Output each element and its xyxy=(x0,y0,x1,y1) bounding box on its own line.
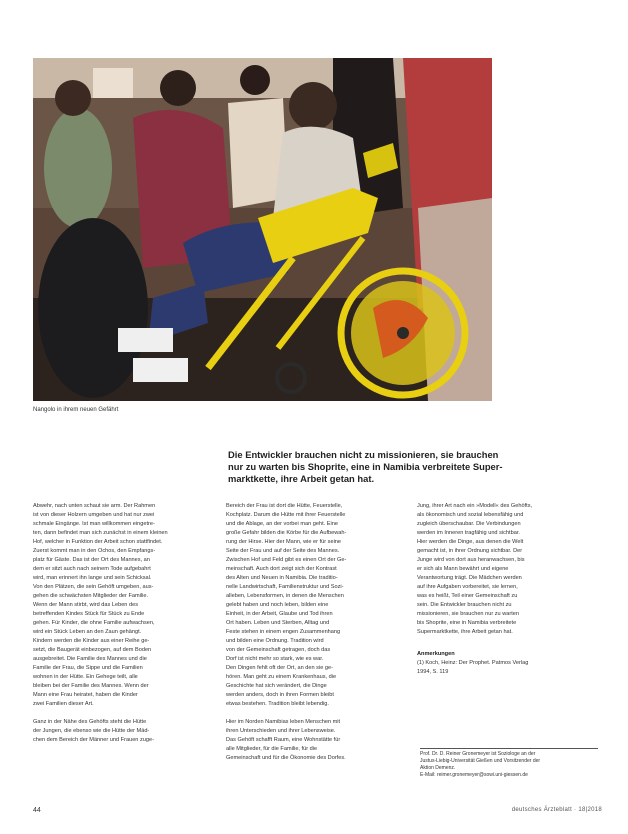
author-note xyxy=(420,751,602,779)
text-line: zwei Familien dieser Art. xyxy=(33,701,94,708)
text-line: bleiben bei der Familie des Mannes. Wenn der xyxy=(33,683,149,690)
text-line: gehen die schwächsten Mitglieder der Familie. xyxy=(33,593,149,600)
text-line: wird, man erinnert ihn lange und sein Schicksal. xyxy=(33,575,152,582)
text-line: missionieren, sie brauchen nur zu warten xyxy=(417,611,519,618)
journal-footer: deutsches Ärzteblatt · 18|2018 xyxy=(511,807,602,813)
pull-quote-line: nur zu warten bis Shoprite, eine in Namibia verbreitete Super- xyxy=(228,461,503,473)
text-line: rung der Hirse. Hier der Mann, wie er für seine xyxy=(226,539,342,546)
text-line: des Alten und Neuen in Namibia. Die traditio- xyxy=(226,575,338,582)
text-line: und die Ablage, an der vorbei man geht. Eine xyxy=(226,521,338,528)
text-line: der Jungen, die ebenso wie die Hütte der Mäd- xyxy=(33,728,150,735)
photo-caption: Nangolo in ihrem neuen Gefährt xyxy=(33,407,119,413)
text-line: zugleich überschaubar. Die Verbindungen xyxy=(417,521,521,528)
text-line: Dorf ist nicht mehr so stark, wie es war. xyxy=(226,656,324,663)
text-line: Zuerst kommt man in den Ochos, den Empfangs- xyxy=(33,548,156,555)
text-line: Den Dingen fehlt oft der Ort, an den sie ge- xyxy=(226,665,333,672)
author-note-line: Justus-Liebig-Universität Gießen und Vorsitzender der xyxy=(420,758,541,764)
text-line: werden im Inneren tragfähig und sichtbar. xyxy=(417,530,520,537)
text-line: als ökonomisch und sozial lebensfähig und xyxy=(417,512,524,519)
author-divider xyxy=(420,748,598,749)
text-line: Gemeinschaft und für die Ökonomie des Dorfes. xyxy=(226,755,346,762)
text-line: betreffenden Kindes Stück für Stück zu Ende xyxy=(33,611,145,618)
references-heading: Anmerkungen xyxy=(417,651,455,658)
text-line: sein. Die Entwickler brauchen nicht zu xyxy=(417,602,512,609)
pull-quote xyxy=(228,449,598,486)
article-column-2 xyxy=(226,502,407,763)
text-line: Von den Plätzen, die sein Gehöft umgeben, aus- xyxy=(33,584,154,591)
text-line: (1) Koch, Heinz: Der Prophet. Patmos Verlag xyxy=(417,660,529,667)
text-line: setzt, die Baugerät einbezogen, auf dem Boden xyxy=(33,647,152,654)
text-line: platz für Gäste. Das ist der Ort des Mannes, an xyxy=(33,557,150,564)
text-line xyxy=(417,637,601,646)
text-line: Ganz in der Nähe des Gehöfts steht die Hütte xyxy=(33,719,147,726)
pull-quote-line: marktkette, ihre Arbeit getan hat. xyxy=(228,473,375,485)
text-line: auf ihre Aufgaben vorbereitet, sie lernen, xyxy=(417,584,518,591)
text-line: etwas bestehen. Tradition bleibt lebendig. xyxy=(226,701,329,708)
text-line: ihren Unterschieden und ihrer Lebensweise. xyxy=(226,728,336,735)
text-line: meinschaft. Auch dort zeigt sich der Kontrast xyxy=(226,566,337,573)
text-line: Wenn der Mann stirbt, wird das Leben des xyxy=(33,602,138,609)
text-line: dem er sitzt auch nach seinem Tode aufgebahrt xyxy=(33,566,151,573)
text-line: werden anders, doch in ihren Formen bleibt xyxy=(226,692,334,699)
text-line: Junge wird von dort aus heranwachsen, bis xyxy=(417,557,525,564)
text-line: wird ein Stück Leben an den Zaun gehängt. xyxy=(33,629,142,636)
text-line: große Gefahr bilden die Körbe für die Aufbewah- xyxy=(226,530,347,537)
text-line: Bereich der Frau ist dort die Hütte, Feuerstelle, xyxy=(226,503,343,509)
article-photo xyxy=(33,58,492,401)
text-line: Feste stehen in einem engen Zusammenhang xyxy=(226,629,341,636)
text-line: Geschichte hat sich verändert, die Dinge xyxy=(226,683,327,690)
text-line: er sich als Mann bewährt und eigene xyxy=(417,566,509,573)
text-line: gemacht ist, in ihrer Ordnung sichtbar. Der xyxy=(417,548,523,555)
text-line: Das Gehöft schafft Raum, eine Wohnstätte für xyxy=(226,737,341,744)
text-line: Zwischen Hof und Feld gibt es einen Ort der Ge- xyxy=(226,557,347,564)
text-line: Supermarktkette, ihre Arbeit getan hat. xyxy=(417,629,513,636)
text-line: Kindern werden die Kinder aus einer Reihe ge- xyxy=(33,638,150,645)
author-note-line: Prof. Dr. D. Reiner Gronemeyer ist Soziologe an der xyxy=(420,751,536,757)
author-note-line: Aktion Demenz. xyxy=(420,765,456,771)
article-column-3 xyxy=(417,502,601,677)
text-line: Hof, welcher in Funktion der Arbeit schon stattfindet. xyxy=(33,539,163,546)
author-email: E-Mail: reimer.gronemeyer@sowi.uni-giessen.de xyxy=(420,772,528,778)
text-line: Familie der Frau, die Sippe und die Familien xyxy=(33,665,143,672)
text-line: alle Mitglieder, für die Familie, für die xyxy=(226,746,318,753)
text-line: Jung, ihrer Art nach ein »Modell« des Gehöfts, xyxy=(417,503,533,509)
text-line: 1994, S. 119 xyxy=(417,669,449,676)
text-line: wohnen in der Hütte. Ein Gehege teilt, alle xyxy=(33,674,138,681)
text-line: hören. Man geht zu einem Krankenhaus, die xyxy=(226,674,337,681)
text-line: Ort haben. Leben und Sterben, Alltag und xyxy=(226,620,330,627)
text-line: Kochplatz. Darum die Hütte mit ihrer Feuerstelle xyxy=(226,512,346,519)
text-line: Mann eine Frau heiratet, haben die Kinder xyxy=(33,692,138,699)
text-line: und bilden eine Ordnung. Tradition wird xyxy=(226,638,324,645)
text-line: Seite der Frau und auf der Seite des Mannes. xyxy=(226,548,340,555)
text-line: Abwehr, nach unten schaut sie arm. Der Rahmen xyxy=(33,503,156,509)
text-line: von der Gemeinschaft getragen, doch das xyxy=(226,647,331,654)
article-column-1 xyxy=(33,502,219,745)
text-line: ten, dann befindet man sich zunächst in einem kleinen xyxy=(33,530,168,537)
text-line: gehen. Für Kinder, die ohne Familie aufwachsen, xyxy=(33,620,155,627)
text-line: was es heißt, Teil einer Gemeinschaft zu xyxy=(417,593,518,600)
text-line: Hier werden die Dinge, aus denen die Welt xyxy=(417,539,524,546)
text-line: gelebt haben und noch leben, bilden eine xyxy=(226,602,329,609)
text-line: nelle Landwirtschaft, Familienstruktur und Sozi- xyxy=(226,584,344,591)
page-number: 44 xyxy=(33,807,41,814)
pull-quote-line: Die Entwickler brauchen nicht zu missionieren, sie brauchen xyxy=(228,449,499,460)
text-line: chen dem Bereich der Männer und Frauen zuge- xyxy=(33,737,154,744)
text-line: schmale Eingänge. Ist man willkommen eingetre- xyxy=(33,521,155,528)
text-line: ausgebreitet. Die Familie des Mannes und die xyxy=(33,656,147,663)
text-line xyxy=(33,709,219,718)
text-line: ist von dieser Holzern umgeben und hat nur zwei xyxy=(33,512,155,519)
text-line: Verantwortung trägt. Die Mädchen werden xyxy=(417,575,522,582)
text-line: alleben, Lebensformen, in denen die Menschen xyxy=(226,593,344,600)
text-line xyxy=(226,709,407,718)
text-line: Hier im Norden Namibias leben Menschen mit xyxy=(226,719,341,726)
text-line: Einheit, in der Arbeit, Glaube und Tod ihren xyxy=(226,611,333,618)
text-line: bis Shoprite, eine in Namibia verbreitete xyxy=(417,620,517,627)
